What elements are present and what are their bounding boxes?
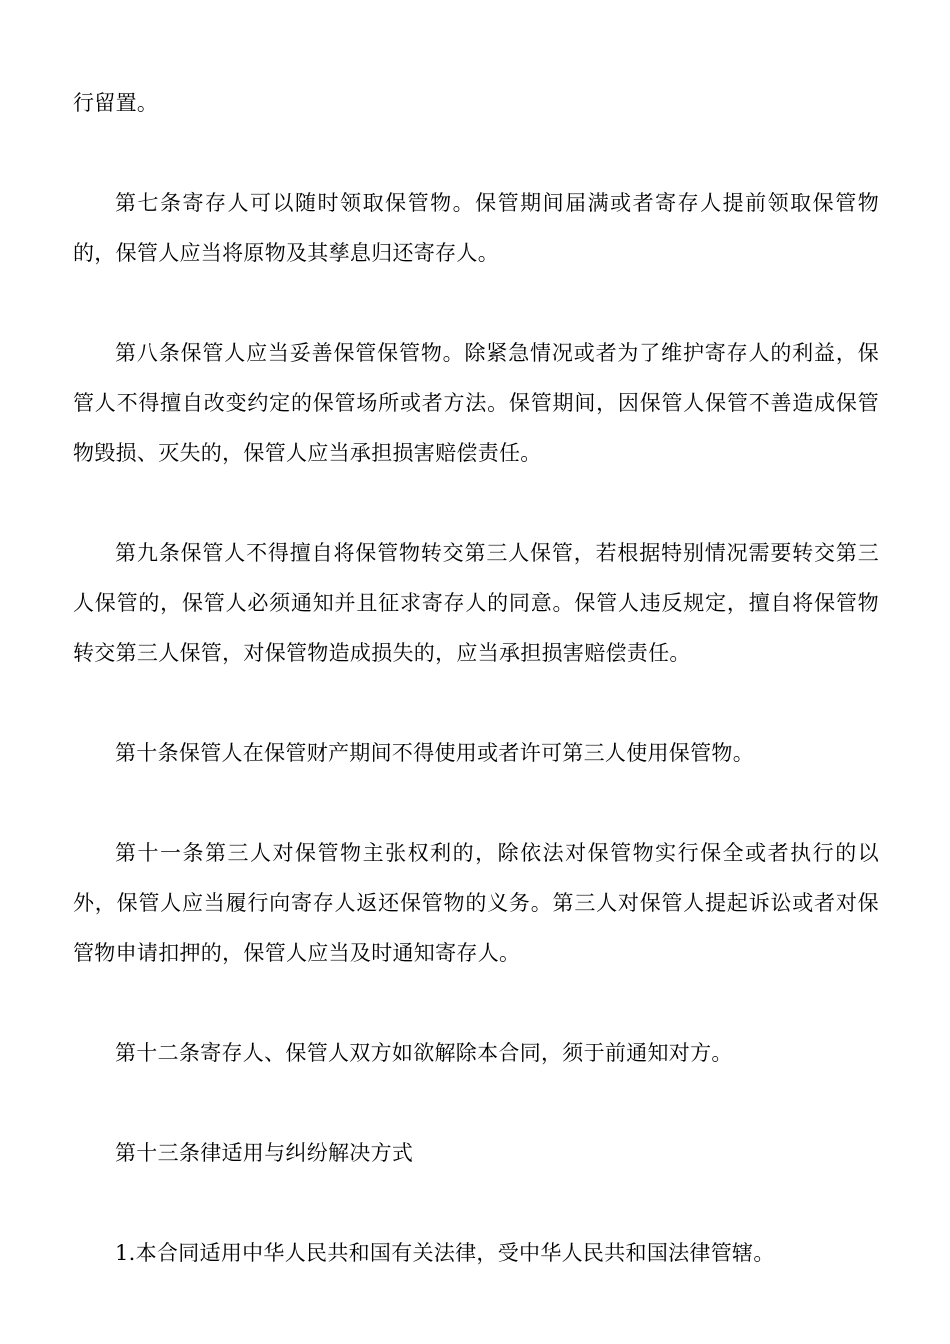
paragraph-article-8: 第八条保管人应当妥善保管保管物。除紧急情况或者为了维护寄存人的利益，保管人不得擅自改变约定的保管场所或者方法。保管期间，因保管人保管不善造成保管物毁损、灭失的，保管人应当承担损害赔偿责任。 xyxy=(73,341,879,465)
paragraph-article-13: 第十三条律适用与纠纷解决方式 xyxy=(115,1141,414,1165)
paragraph-article-10: 第十条保管人在保管财产期间不得使用或者许可第三人使用保管物。 xyxy=(115,741,754,765)
paragraph-article-7: 第七条寄存人可以随时领取保管物。保管期间届满或者寄存人提前领取保管物的，保管人应当将原物及其孳息归还寄存人。 xyxy=(73,191,879,265)
paragraph-article-12: 第十二条寄存人、保管人双方如欲解除本合同，须于前通知对方。 xyxy=(115,1041,733,1065)
paragraph-continuation: 行留置。 xyxy=(73,91,159,115)
paragraph-clause-1: 1.本合同适用中华人民共和国有关法律，受中华人民共和国法律管辖。 xyxy=(115,1241,775,1265)
paragraph-article-9: 第九条保管人不得擅自将保管物转交第三人保管，若根据特别情况需要转交第三人保管的，保管人必须通知并且征求寄存人的同意。保管人违反规定，擅自将保管物转交第三人保管，对保管物造成损失的，应当承担损害赔偿责任。 xyxy=(73,541,879,665)
paragraph-article-11: 第十一条第三人对保管物主张权利的，除依法对保管物实行保全或者执行的以外，保管人应当履行向寄存人返还保管物的义务。第三人对保管人提起诉讼或者对保管物申请扣押的，保管人应当及时通知寄存人。 xyxy=(73,841,879,965)
document-page xyxy=(73,78,879,1278)
